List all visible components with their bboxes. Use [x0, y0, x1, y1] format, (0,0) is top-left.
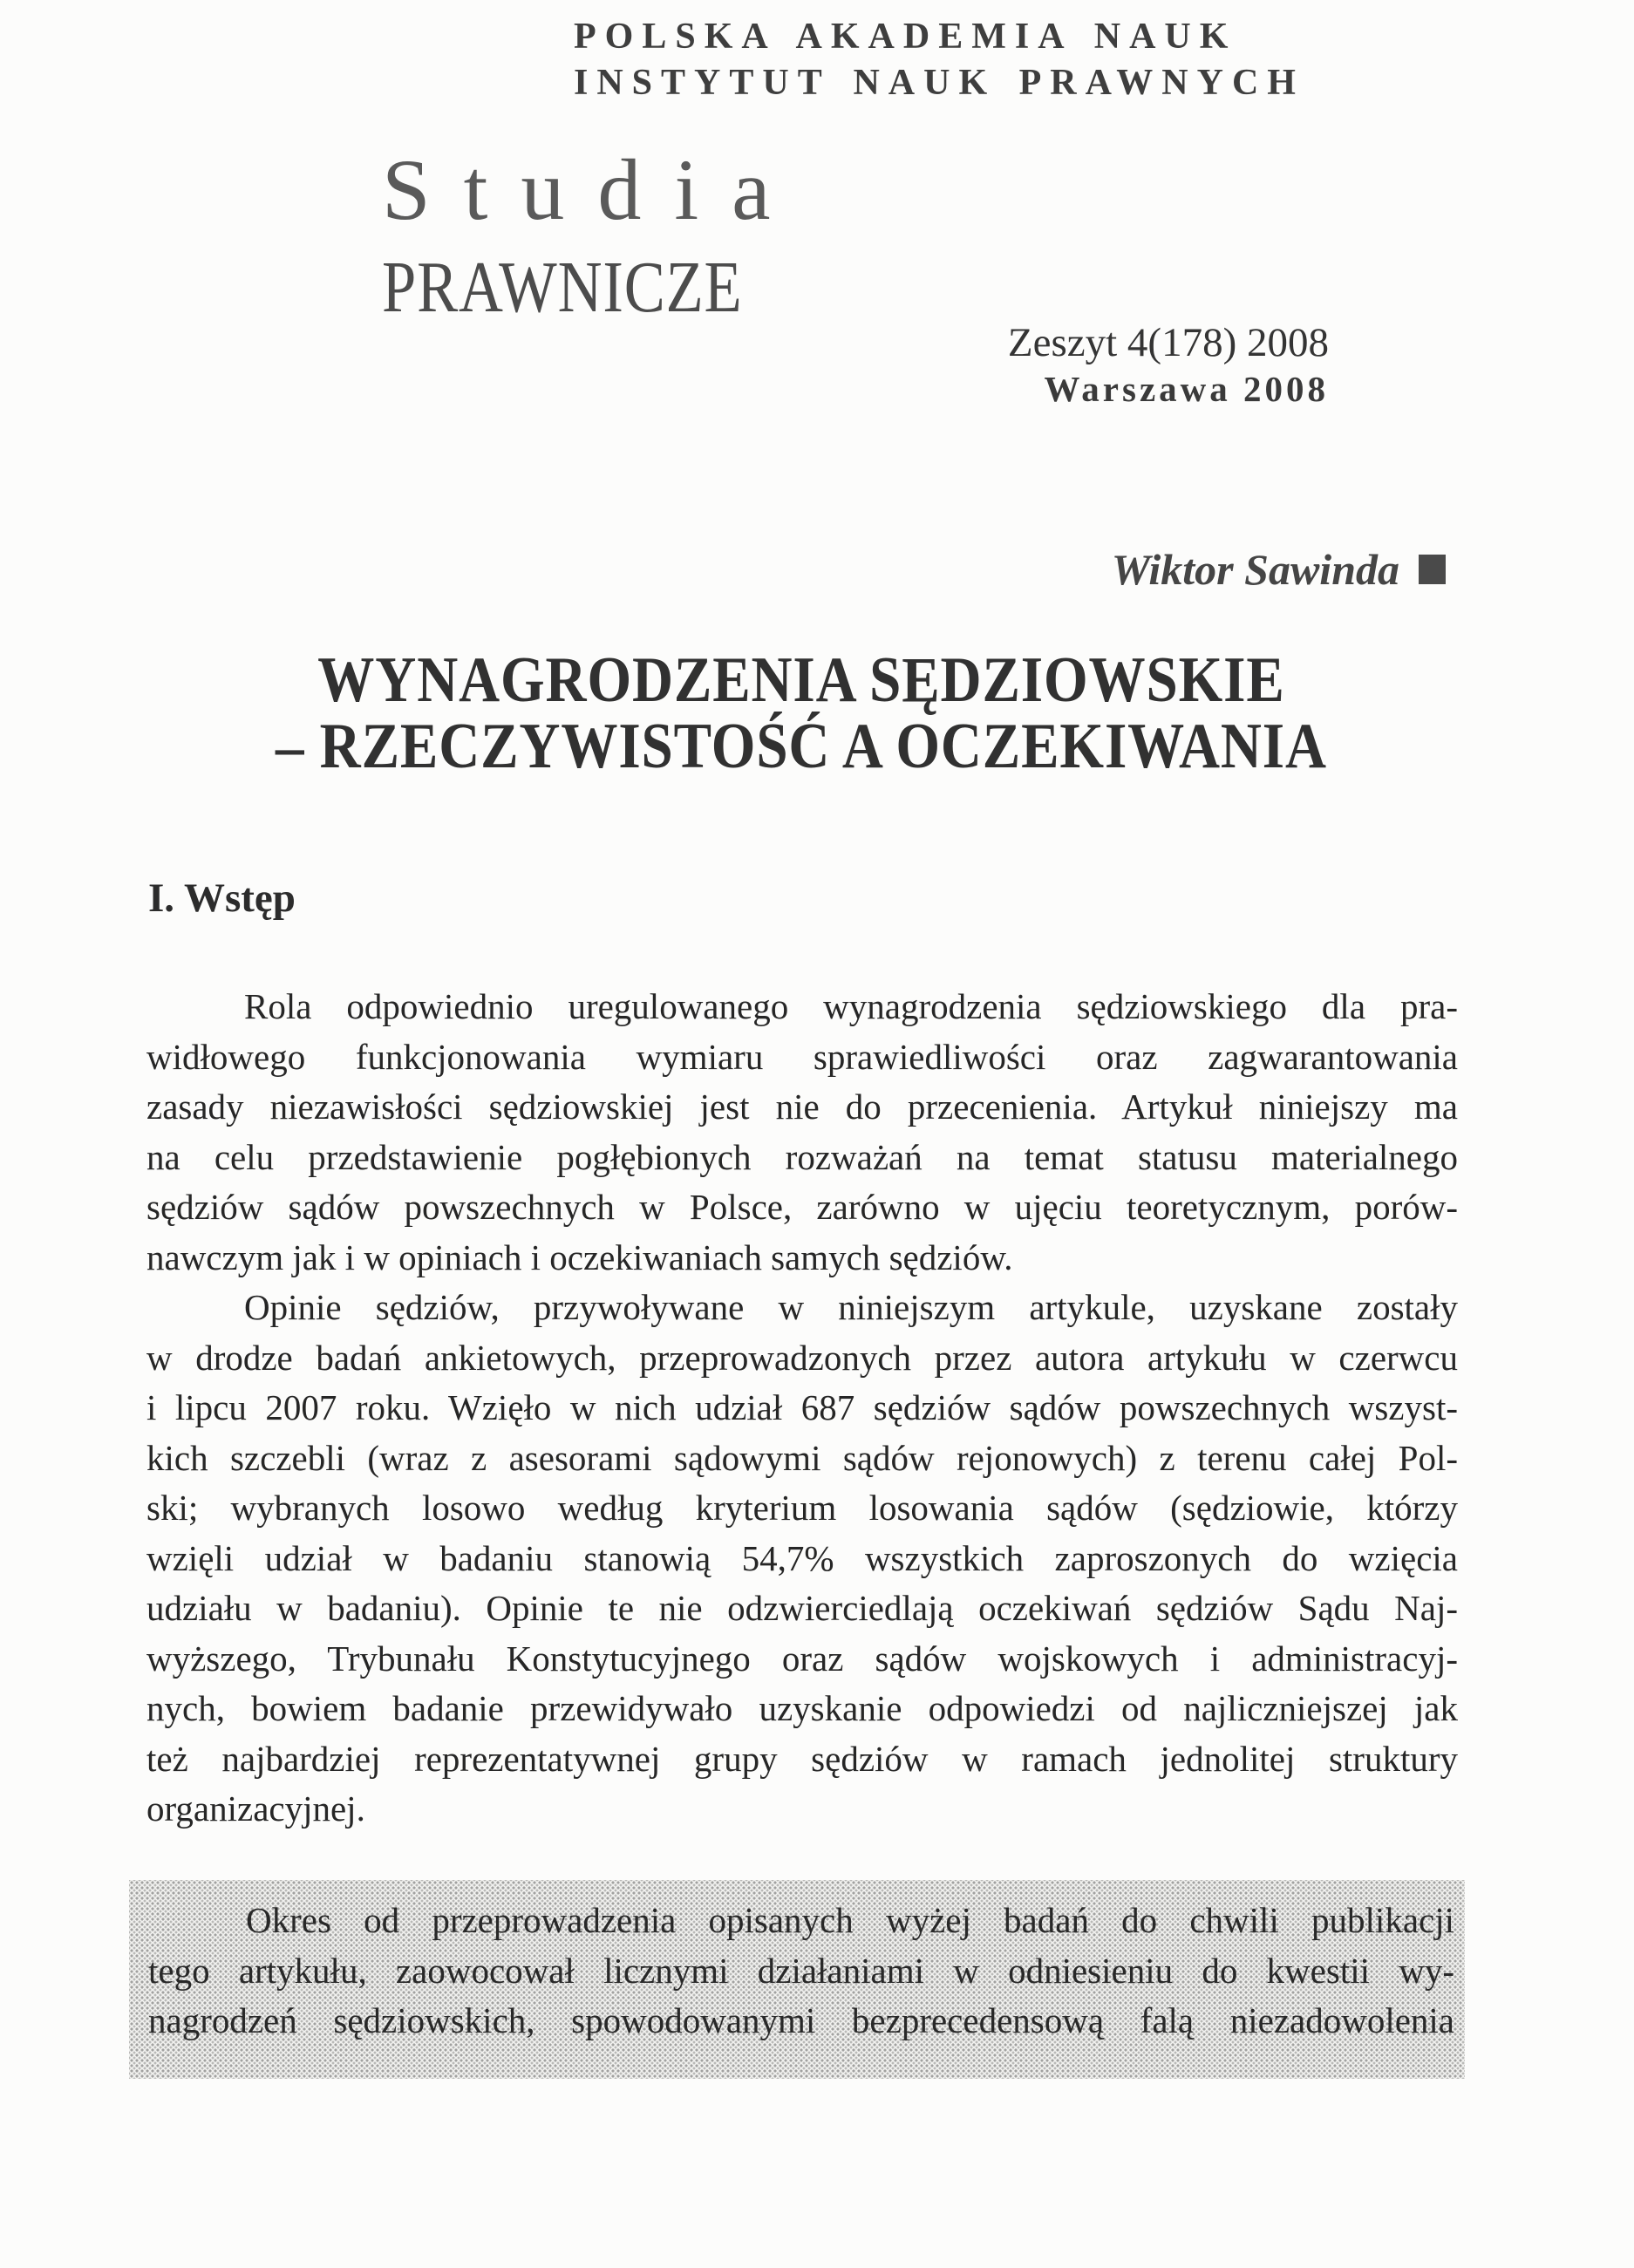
text-line: Okres od przeprowadzenia opisanych wyżej badań do chwili publikacji [246, 1900, 1454, 1940]
article-body [146, 982, 1458, 1835]
place-year: Warszawa 2008 [1044, 369, 1329, 409]
journal-title: Studia [382, 141, 804, 238]
text-line: kich szczebli (wraz z asesorami sądowymi sądów rejonowych) z terenu całej Pol- [146, 1437, 1458, 1478]
text-line: zasady niezawisłości sędziowskiej jest nie do przecenienia. Artykuł niniejszy ma [146, 1086, 1458, 1127]
text-line: udziału w badaniu). Opinie te nie odzwierciedlają oczekiwań sędziów Sądu Naj- [146, 1588, 1458, 1628]
text-line: sędziów sądów powszechnych w Polsce, zarówno w ujęciu teoretycznym, porów- [146, 1187, 1458, 1227]
text-line: w drodze badań ankietowych, przeprowadzonych przez autora artykułu w czerwcu [146, 1337, 1458, 1378]
text-line: tego artykułu, zaowocował licznymi działaniami w odniesieniu do kwestii wy- [148, 1950, 1454, 1991]
author-row [1111, 545, 1446, 594]
text-line: Rola odpowiednio uregulowanego wynagrodzenia sędziowskiego dla pra- [244, 986, 1458, 1026]
section-heading: I. Wstęp [148, 875, 296, 921]
text-line: nych, bowiem badanie przewidywało uzyskanie odpowiedzi od najliczniejszej jak [146, 1688, 1458, 1728]
publisher-block [574, 14, 1304, 106]
paragraph [146, 1283, 1458, 1835]
text-line: wyższego, Trybunału Konstytucyjnego oraz sądów wojskowych i administracyj- [146, 1638, 1458, 1679]
journal-subtitle: PRAWNICZE [382, 247, 743, 328]
issue-number: Zeszyt 4(178) 2008 [1007, 320, 1329, 365]
text-line: na celu przedstawienie pogłębionych rozważań na temat statusu materialnego [146, 1136, 1458, 1177]
text-line: widłowego funkcjonowania wymiaru sprawiedliwości oraz zagwarantowania [146, 1036, 1458, 1077]
article-title [225, 644, 1378, 782]
text-line: ski; wybranych losowo według kryterium losowania sądów (sędziowie, którzy [146, 1488, 1458, 1528]
article-title-line-1: WYNAGRODZENIA SĘDZIOWSKIE [317, 644, 1285, 716]
highlighted-paragraph [129, 1880, 1465, 2079]
publisher-line-2: INSTYTUT NAUK PRAWNYCH [574, 63, 1304, 103]
author-name: Wiktor Sawinda [1111, 545, 1399, 594]
publisher-line-1: POLSKA AKADEMIA NAUK [574, 17, 1237, 57]
text-line: Opinie sędziów, przywoływane w niniejszym artykule, uzyskane zostały [244, 1287, 1458, 1327]
square-marker-icon [1419, 555, 1446, 584]
text-line: i lipcu 2007 roku. Wzięło w nich udział 687 sędziów sądów powszechnych wszyst- [146, 1387, 1458, 1427]
paragraph [146, 982, 1458, 1283]
text-line: organizacyjnej. [146, 1788, 365, 1829]
article-title-line-2: – RZECZYWISTOŚĆ A OCZEKIWANIA [276, 711, 1327, 782]
text-line: nawczym jak i w opiniach i oczekiwaniach samych sędziów. [146, 1236, 1013, 1277]
text-line: też najbardziej reprezentatywnej grupy sędziów w ramach jednolitej struktury [146, 1738, 1458, 1779]
text-line: nagrodzeń sędziowskich, spowodowanymi bezprecedensową falą niezadowolenia [148, 2000, 1454, 2040]
text-line: wzięli udział w badaniu stanowią 54,7% wszystkich zaproszonych do wzięcia [146, 1537, 1458, 1578]
